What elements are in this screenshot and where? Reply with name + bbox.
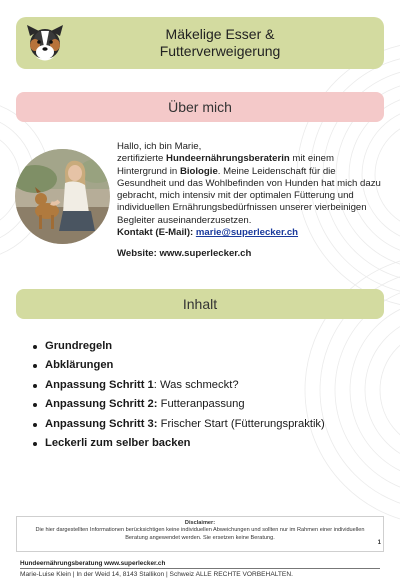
contents-item-bold: Anpassung Schritt 1	[45, 378, 154, 391]
contents-section-heading: Inhalt	[16, 289, 384, 319]
disclaimer-title: Disclaimer:	[184, 520, 216, 526]
contents-list	[31, 337, 371, 453]
document-title	[70, 26, 370, 60]
about-text	[117, 141, 385, 239]
disclaimer-box	[16, 516, 384, 552]
contact-label: Kontakt (E-Mail):	[117, 227, 194, 239]
contents-item	[31, 337, 371, 356]
footer-address: Marie-Luise Klein | In der Weid 14, 8143 Stallikon | Schweiz ALLE RECHTE VORBEHALTEN.	[20, 571, 293, 578]
about-passion-text: . Meine Leidenschaft für die Gesundheit und das Wohlbefinden von Hunden hat mich dazu gebracht, mich intensiv mit der optimalen Fütterung und individuellen Ernährungsbedürfnissen unserer vierbeinigen Begleiter auseinanderzusetzen.	[117, 165, 381, 226]
contents-item	[31, 395, 371, 414]
contents-item	[31, 415, 371, 434]
footer-company: Hundeernährungsberatung www.superlecker.ch	[20, 560, 166, 567]
contact-email-link[interactable]: marie@superlecker.ch	[195, 227, 299, 239]
contents-item	[31, 356, 371, 375]
contents-item-rest: Futteranpassung	[157, 398, 245, 411]
about-greeting: Hallo, ich bin Marie,	[117, 141, 202, 152]
about-paragraph	[117, 153, 385, 227]
contents-item-bold: Anpassung Schritt 3:	[45, 417, 158, 430]
about-certified-role: Hundeernährungsberaterin	[166, 153, 290, 165]
footer-divider	[20, 568, 380, 569]
page-number: 1	[377, 539, 381, 546]
contents-item	[31, 434, 371, 453]
dog-face-logo-icon	[24, 22, 66, 64]
website-line: Website: www.superlecker.ch	[117, 248, 252, 259]
contents-item-rest: Frischer Start (Fütterungspraktik)	[157, 417, 325, 430]
document-title-line-1: Mäkelige Esser &	[165, 26, 275, 42]
document-title-line-2: Futterverweigerung	[159, 43, 281, 59]
about-degree: Biologie	[179, 165, 218, 177]
contents-item-bold: Anpassung Schritt 2:	[45, 398, 158, 411]
contents-item-bold: Abklärungen	[45, 359, 114, 372]
about-background-text: mit einem Hintergrund in	[117, 153, 334, 177]
contents-item-rest: : Was schmeckt?	[153, 378, 239, 391]
about-section-heading: Über mich	[16, 92, 384, 122]
disclaimer-text: Die hier dargestellten Informationen berücksichtigen keine individuellen Abweichungen und sollten nur im Rahmen einer individuellen Beratung angewendet werden. Sie ersetzen keine Beratung.	[35, 527, 365, 541]
contents-item-bold: Grundregeln	[45, 340, 113, 352]
profile-photo	[15, 149, 110, 244]
about-certified-prefix: zertifizierte	[117, 153, 167, 165]
contact-line	[117, 227, 385, 239]
contents-item-bold: Leckerli zum selber backen	[45, 436, 191, 449]
contents-item	[31, 376, 371, 395]
